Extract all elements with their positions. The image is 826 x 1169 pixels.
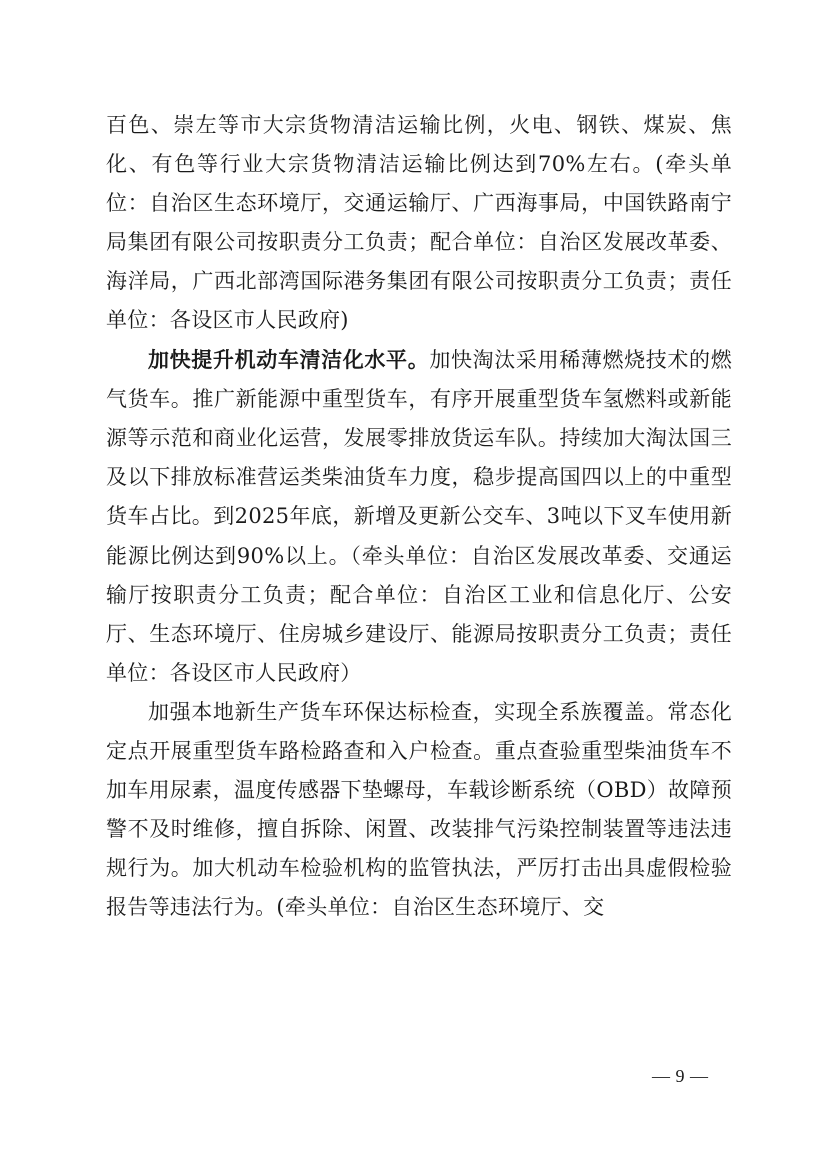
paragraph-vehicle-cleanliness bbox=[106, 340, 732, 692]
paragraph-body: 加快淘汰采用稀薄燃烧技术的燃气货车。推广新能源中重型货车，有序开展重型货车氢燃料或新能源等示范和商业化运营，发展零排放货运车队。持续加大淘汰国三及以下排放标准营运类柴油货车力度，稳步提高国四以上的中重型货车占比。到2025年底，新增及更新公交车、3吨以下叉车使用新能源比例达到90%以上。（牵头单位：自治区发展改革委、交通运输厅按职责分工负责；配合单位：自治区工业和信息化厅、公安厅、生态环境厅、住房城乡建设厅、能源局按职责分工负责；责任单位：各设区市人民政府） bbox=[106, 348, 733, 685]
document-body bbox=[106, 106, 732, 927]
page-number: — 9 — bbox=[652, 1066, 709, 1086]
paragraph-transport-ratio: 百色、崇左等市大宗货物清洁运输比例，火电、钢铁、煤炭、焦化、有色等行业大宗货物清洁运输比例达到70%左右。(牵头单位：自治区生态环境厅，交通运输厅、广西海事局，中国铁路南宁局集团有限公司按职责分工负责；配合单位：自治区发展改革委、海洋局，广西北部湾国际港务集团有限公司按职责分工负责；责任单位：各设区市人民政府) bbox=[106, 113, 732, 333]
section-heading: 加快提升机动车清洁化水平。 bbox=[148, 347, 430, 373]
paragraph-truck-inspection: 加强本地新生产货车环保达标检查，实现全系族覆盖。常态化定点开展重型货车路检路查和入户检查。重点查验重型柴油货车不加车用尿素，温度传感器下垫螺母，车载诊断系统（OBD）故障预警不及时维修，擅自拆除、闲置、改装排气污染控制装置等违法违规行为。加大机动车检验机构的监管执法，严厉打击出具虚假检验报告等违法行为。(牵头单位：自治区生态环境厅、交 bbox=[106, 699, 732, 919]
